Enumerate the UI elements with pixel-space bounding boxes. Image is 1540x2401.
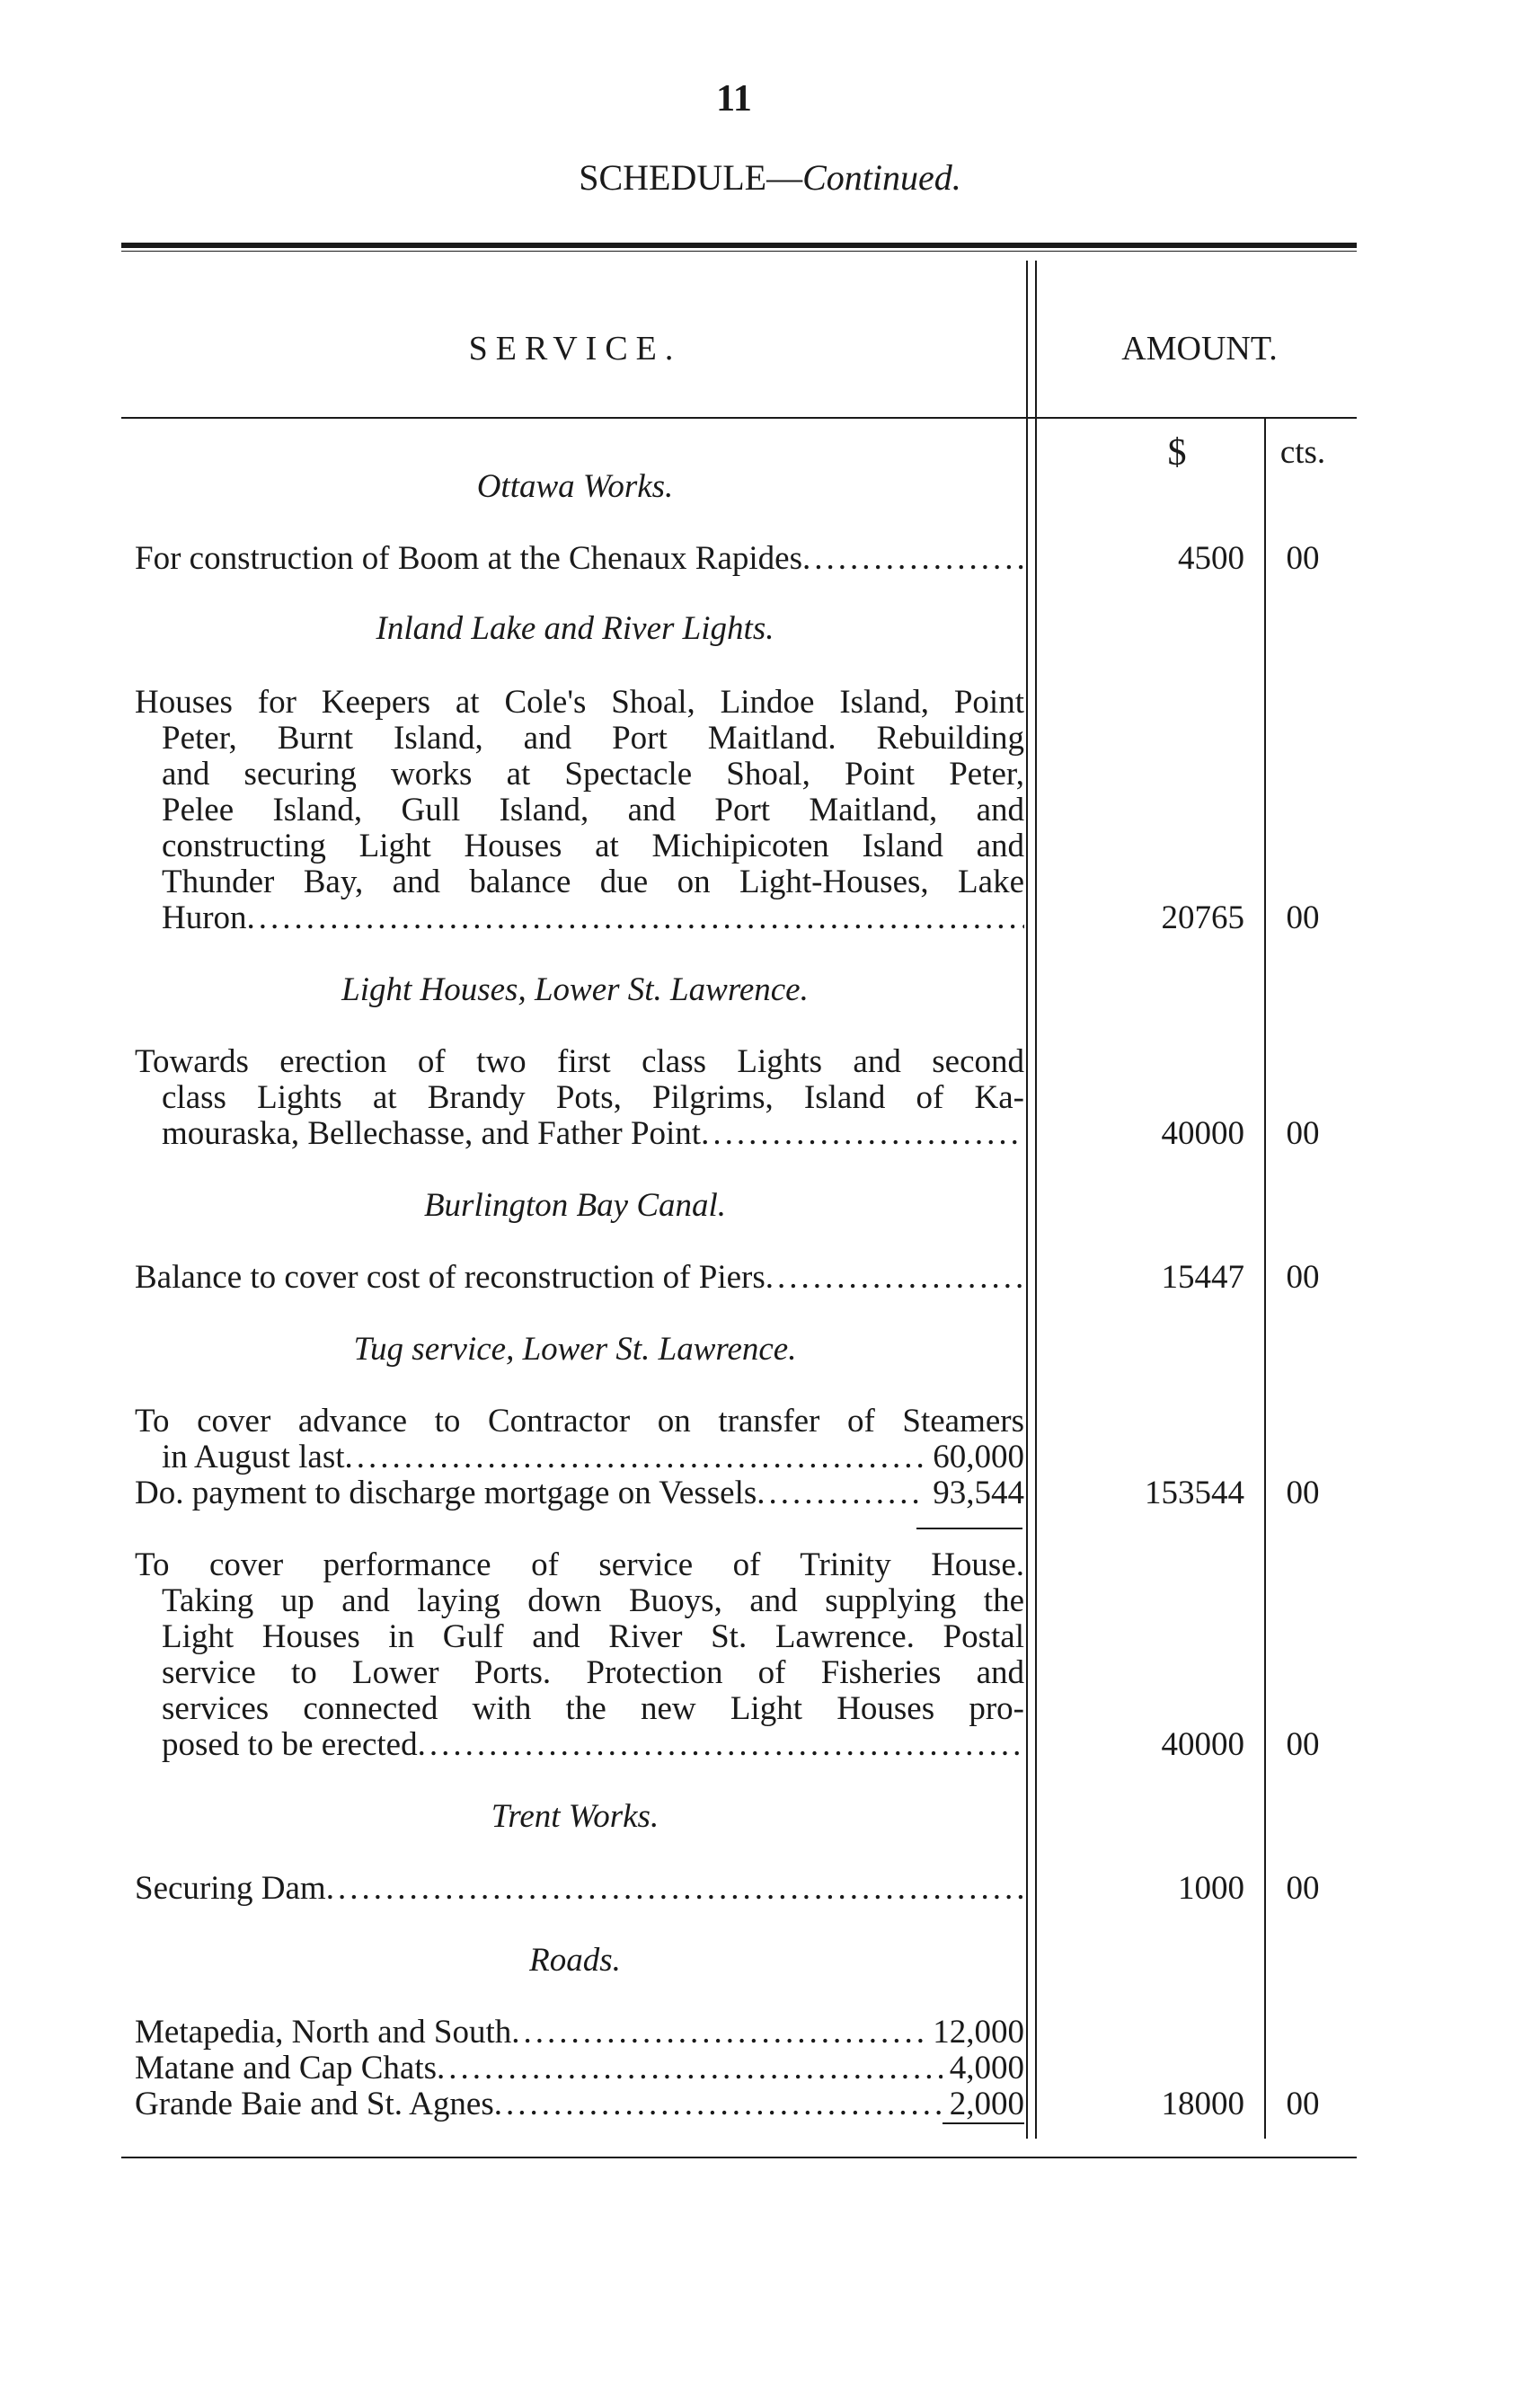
sub-amount: 12,000 — [933, 2014, 1024, 2051]
amount-cents: 00 — [1286, 1115, 1320, 1152]
row-label: Metapedia, North and South — [135, 2014, 512, 2051]
tug-line-1: To cover advance to Contractor on transfer of Steamers — [135, 1403, 1024, 1440]
row-inland-final — [162, 900, 1024, 936]
amount-cents: 00 — [1286, 1259, 1320, 1296]
row-trinity-final — [162, 1727, 1024, 1763]
row-label: Balance to cover cost of reconstruction of Piers — [135, 1259, 766, 1296]
trinity-line-4: service to Lower Ports. Protection of Fisheries and — [162, 1654, 1024, 1691]
row-label: For construction of Boom at the Chenaux Rapides — [135, 540, 802, 577]
page-number: 11 — [716, 78, 752, 120]
dot-leader — [345, 1440, 926, 1475]
dot-leader — [418, 1727, 1024, 1763]
dot-leader — [494, 2086, 943, 2124]
inland-line-1: Houses for Keepers at Cole's Shoal, Lindoe Island, Point — [135, 684, 1024, 721]
row-label: Do. payment to discharge mortgage on Vessels — [135, 1475, 757, 1511]
header-rule — [121, 417, 1357, 419]
section-heading-lower-st-lawrence: Light Houses, Lower St. Lawrence. — [341, 971, 809, 1008]
cents-rule — [1264, 419, 1266, 2139]
lsl-line-2: class Lights at Brandy Pots, Pilgrims, Island of Ka- — [162, 1079, 1024, 1116]
subtotal-rule — [916, 1528, 1022, 1529]
row-roads-grande-baie — [135, 2086, 1024, 2124]
amount-header: AMOUNT. — [1121, 330, 1278, 368]
row-burlington — [135, 1260, 1024, 1296]
amount-cents: 00 — [1286, 899, 1320, 936]
inland-line-4: Pelee Island, Gull Island, and Port Maitland, and — [162, 792, 1024, 828]
row-roads-metapedia — [135, 2015, 1024, 2051]
dot-leader — [326, 1871, 1024, 1907]
top-rule-thin — [121, 251, 1357, 252]
sub-amount: 2,000 — [943, 2086, 1024, 2124]
dollar-sign-header: $ — [1167, 432, 1187, 474]
amount-dollars: 15447 — [1161, 1259, 1244, 1296]
amount-dollars: 40000 — [1161, 1115, 1244, 1152]
inland-line-5: constructing Light Houses at Michipicoten Island and — [162, 828, 1024, 864]
row-label: posed to be erected — [162, 1726, 418, 1763]
row-lsl-final — [162, 1116, 1024, 1152]
amount-cents: 00 — [1286, 1870, 1320, 1907]
trinity-line-1: To cover performance of service of Trinity House. — [135, 1546, 1024, 1583]
amount-dollars: 153544 — [1145, 1475, 1244, 1511]
amount-dollars: 40000 — [1161, 1726, 1244, 1763]
row-roads-matane — [135, 2051, 1024, 2086]
page-title-plain: SCHEDULE— — [579, 157, 803, 198]
trinity-line-3: Light Houses in Gulf and River St. Lawrence. Postal — [162, 1618, 1024, 1655]
row-label: Matane and Cap Chats — [135, 2050, 437, 2086]
lsl-line-1: Towards erection of two first class Lights and second — [135, 1043, 1024, 1080]
inland-line-6: Thunder Bay, and balance due on Light-Houses, Lake — [162, 864, 1024, 900]
amount-cents: 00 — [1286, 1726, 1320, 1763]
sub-amount: 60,000 — [933, 1439, 1024, 1475]
vertical-rule-left — [1026, 261, 1028, 2139]
cents-header: cts. — [1279, 434, 1326, 471]
amount-cents: 00 — [1286, 1475, 1320, 1511]
amount-cents: 00 — [1286, 2086, 1320, 2122]
amount-dollars: 18000 — [1161, 2086, 1244, 2122]
dot-leader — [766, 1260, 1024, 1296]
row-label: Grande Baie and St. Agnes — [135, 2086, 494, 2122]
section-heading-burlington: Burlington Bay Canal. — [423, 1187, 727, 1224]
row-label: mouraska, Bellechasse, and Father Point — [162, 1115, 702, 1152]
dot-leader — [701, 1116, 1024, 1152]
row-trent — [135, 1871, 1024, 1907]
page-title — [411, 157, 1129, 198]
section-heading-roads: Roads. — [529, 1942, 621, 1979]
row-label: Huron — [162, 899, 247, 936]
row-label: in August last — [162, 1439, 345, 1475]
inland-line-3: and securing works at Spectacle Shoal, Point Peter, — [162, 756, 1024, 793]
sub-amount: 93,544 — [933, 1475, 1024, 1511]
row-ottawa — [135, 541, 1024, 577]
amount-cents: 00 — [1286, 540, 1320, 577]
amount-dollars: 20765 — [1161, 899, 1244, 936]
trinity-line-5: services connected with the new Light Houses pro- — [162, 1690, 1024, 1727]
dot-leader — [247, 900, 1024, 936]
section-heading-ottawa: Ottawa Works. — [476, 468, 674, 505]
trinity-line-2: Taking up and laying down Buoys, and supplying the — [162, 1582, 1024, 1619]
row-label: Securing Dam — [135, 1870, 326, 1907]
amount-dollars: 4500 — [1178, 540, 1244, 577]
bottom-rule — [121, 2157, 1357, 2158]
row-tug-august — [162, 1440, 1024, 1475]
vertical-rule-right — [1035, 261, 1037, 2139]
sub-amount: 4,000 — [949, 2050, 1024, 2086]
section-heading-trent: Trent Works. — [491, 1798, 659, 1835]
service-header: SERVICE. — [468, 330, 682, 368]
dot-leader — [757, 1475, 925, 1511]
dot-leader — [511, 2015, 925, 2051]
page-title-italic: Continued. — [802, 157, 961, 198]
amount-dollars: 1000 — [1178, 1870, 1244, 1907]
inland-line-2: Peter, Burnt Island, and Port Maitland. Rebuilding — [162, 720, 1024, 757]
section-heading-inland: Inland Lake and River Lights. — [376, 610, 774, 647]
row-tug-mortgage — [135, 1475, 1024, 1511]
dot-leader — [802, 541, 1024, 577]
dot-leader — [437, 2051, 943, 2086]
top-rule — [121, 243, 1357, 248]
section-heading-tug: Tug service, Lower St. Lawrence. — [353, 1331, 797, 1368]
